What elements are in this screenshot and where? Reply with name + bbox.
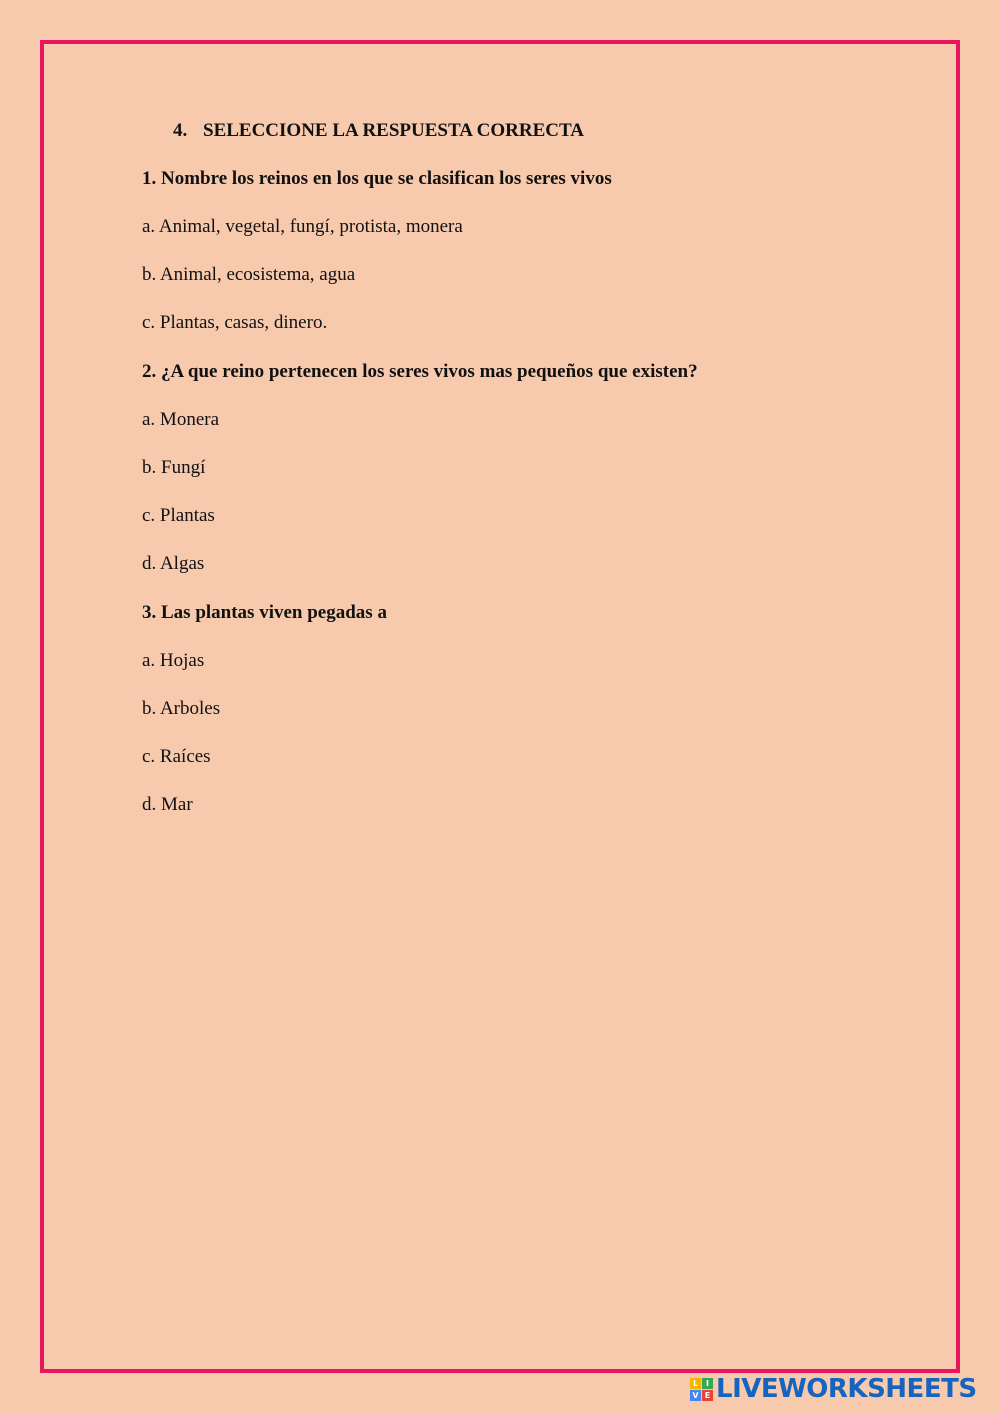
- logo-text: LIVEWORKSHEETS: [716, 1374, 977, 1404]
- q2-option-b[interactable]: b. Fungí: [142, 457, 206, 478]
- section-title: SELECCIONE LA RESPUESTA CORRECTA: [203, 120, 584, 141]
- q1-option-c[interactable]: c. Plantas, casas, dinero.: [142, 312, 328, 333]
- q2-option-d[interactable]: d. Algas: [142, 553, 205, 574]
- q3-option-a[interactable]: a. Hojas: [142, 650, 205, 671]
- question-3: 3. Las plantas viven pegadas a: [142, 602, 387, 623]
- q1-option-a[interactable]: a. Animal, vegetal, fungí, protista, monera: [142, 216, 463, 237]
- question-1: 1. Nombre los reinos en los que se clasifican los seres vivos: [142, 168, 612, 189]
- question-2: 2. ¿A que reino pertenecen los seres vivos mas pequeños que existen?: [142, 361, 698, 382]
- section-number: 4.: [173, 120, 188, 141]
- q3-option-b[interactable]: b. Arboles: [142, 698, 221, 719]
- q2-option-c[interactable]: c. Plantas: [142, 505, 215, 526]
- liveworksheets-logo: [690, 1374, 977, 1404]
- q2-option-a[interactable]: a. Monera: [142, 409, 220, 430]
- logo-squares-icon: L I V E: [690, 1378, 713, 1401]
- q1-option-b[interactable]: b. Animal, ecosistema, agua: [142, 264, 356, 285]
- section-heading: [173, 120, 584, 142]
- q3-option-d[interactable]: d. Mar: [142, 794, 193, 815]
- q3-option-c[interactable]: c. Raíces: [142, 746, 211, 767]
